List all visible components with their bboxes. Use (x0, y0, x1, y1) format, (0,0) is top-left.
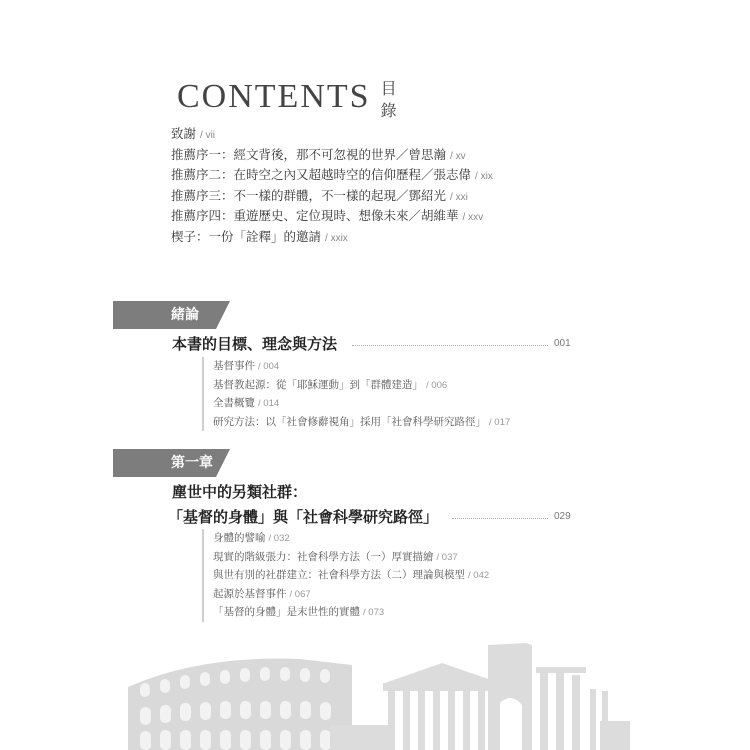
section-page: 029 (554, 511, 571, 522)
subsection-list (202, 357, 510, 431)
contents-title: CONTENTS (177, 78, 371, 115)
toc-entry[interactable] (171, 186, 493, 207)
section-banner (113, 449, 230, 477)
entry-title: 推薦序四：重遊歷史、定位現時、想像未來／胡維華 (171, 208, 459, 224)
toc-entry[interactable] (171, 124, 493, 145)
subsection-entry[interactable]: 基督事件 / 004 (213, 360, 280, 372)
entry-page: / xxi (450, 191, 468, 203)
subsection-entry[interactable]: 身體的譬喻 / 032 (213, 532, 290, 544)
entry-title: 推薦序三：不一樣的群體，不一樣的起現／鄧紹光 (171, 187, 447, 203)
mulu-char: 目 (380, 79, 397, 98)
subsection-entry[interactable]: 基督教起源：從「耶穌運動」到「群體建造」 / 006 (213, 378, 448, 391)
front-matter-list (171, 124, 493, 248)
subsection-entry[interactable]: 研究方法：以「社會修辭視角」採用「社會科學研究路徑」 / 017 (213, 415, 511, 428)
section-title[interactable]: 塵世中的另類社群： (172, 483, 308, 501)
entry-title: 推薦序二：在時空之內又超越時空的信仰歷程／張志偉 (171, 167, 472, 183)
entry-page: / xxv (462, 212, 484, 224)
entry-title: 楔子：一份「詮釋」的邀請 (171, 228, 322, 244)
toc-entry[interactable] (171, 145, 493, 166)
entry-title: 推薦序一：經文背後，那不可忽視的世界／曾思瀚 (171, 146, 447, 162)
subsection-list (202, 529, 489, 622)
toc-entry[interactable] (171, 227, 493, 248)
subsection-entry[interactable]: 全書概覽 / 014 (213, 397, 280, 410)
contents-header (177, 78, 397, 122)
section-title[interactable]: 本書的目標、理念與方法 (172, 335, 338, 353)
subsection-entry[interactable]: 起源於基督事件 / 067 (213, 587, 311, 600)
subsection-entry[interactable]: 「基督的身體」是末世性的實體 / 073 (213, 606, 385, 619)
section-banner (113, 301, 230, 329)
subsection-entry[interactable]: 與世有別的社群建立：社會科學方法（二）理論與模型 / 042 (213, 569, 490, 582)
dot-leader (452, 518, 548, 519)
banner-label: 緒論 (171, 307, 199, 323)
dot-leader (352, 345, 548, 346)
entry-page: / vii (200, 130, 216, 141)
entry-title: 致謝 (171, 126, 197, 141)
entry-page: / xv (450, 150, 466, 162)
toc-entry[interactable] (171, 165, 493, 186)
entry-page: / xix (475, 171, 493, 183)
section-page: 001 (554, 338, 571, 349)
mulu-title (381, 78, 397, 122)
entry-page: / xxix (325, 232, 348, 244)
mulu-char: 錄 (380, 101, 397, 120)
subsection-entry[interactable]: 現實的階級張力：社會科學方法（一）厚實描繪 / 037 (213, 550, 458, 563)
banner-label: 第一章 (171, 455, 213, 471)
section-title[interactable]: 「基督的身體」與「社會科學研究路徑」 (168, 508, 439, 526)
roman-ruins-illustration (0, 625, 750, 750)
toc-entry[interactable] (171, 206, 493, 227)
